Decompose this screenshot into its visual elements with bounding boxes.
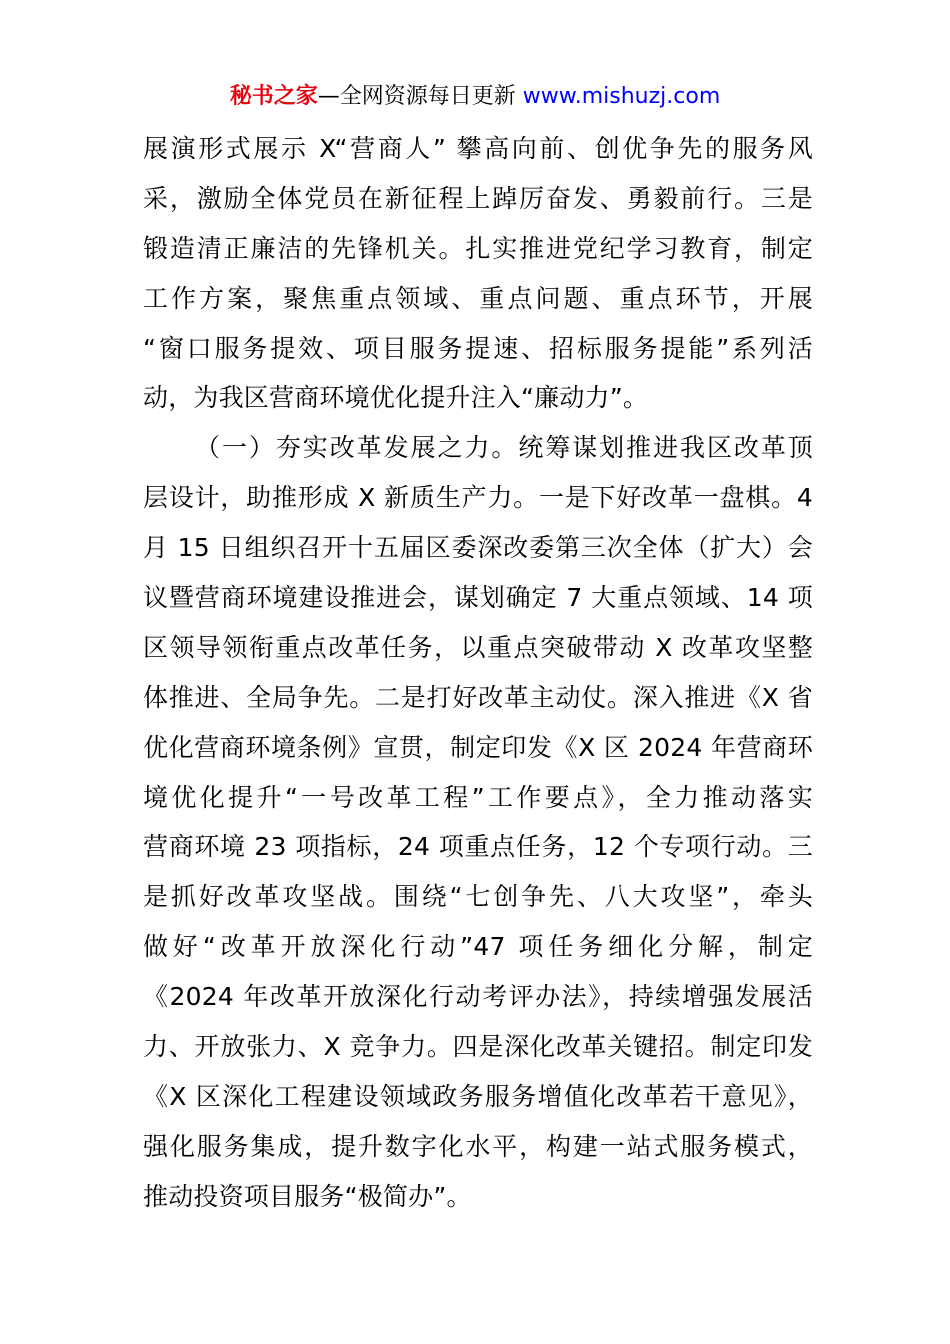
text-line: 工作方案，聚焦重点领域、重点问题、重点环节，开展 (143, 283, 813, 313)
text-line: 力、开放张力、X 竞争力。四是深化改革关键招。制定印发 (143, 1032, 813, 1062)
text-line: 月 15 日组织召开十五届区委深改委第三次全体（扩大）会 (143, 533, 813, 563)
text-line: 区领导领衔重点改革任务，以重点突破带动 X 改革攻坚整 (143, 632, 813, 662)
document-body (143, 124, 813, 1222)
text-line: 营商环境 23 项指标，24 项重点任务，12 个专项行动。三 (143, 832, 813, 862)
text-line: 境优化提升“一号改革工程”工作要点》，全力推动落实 (143, 782, 813, 812)
text-line: 强化服务集成，提升数字化水平，构建一站式服务模式， (143, 1131, 813, 1161)
text-line: 优化营商环境条例》宣贯，制定印发《X 区 2024 年营商环 (143, 732, 813, 762)
text-line: 《2024 年改革开放深化行动考评办法》，持续增强发展活 (143, 982, 813, 1012)
text-line: 展演形式展示 X“营商人” 攀高向前、创优争先的服务风 (143, 134, 813, 163)
text-line: 锻造清正廉洁的先锋机关。扎实推进党纪学习教育，制定 (143, 233, 813, 263)
text-line: 推动投资项目服务“极简办”。 (143, 1181, 472, 1211)
text-line: 层设计，助推形成 X 新质生产力。一是下好改革一盘棋。4 (143, 483, 813, 513)
text-line: 采，激励全体党员在新征程上踔厉奋发、勇毅前行。三是 (143, 183, 813, 213)
site-url-link[interactable]: www.mishuzj.com (522, 84, 721, 109)
site-header (0, 80, 950, 114)
text-line: （一）夯实改革发展之力。统筹谋划推进我区改革顶 (195, 433, 813, 463)
text-line: 做好“改革开放深化行动”47 项任务细化分解，制定 (143, 932, 813, 962)
text-line: 《X 区深化工程建设领域政务服务增值化改革若干意见》， (143, 1081, 813, 1111)
text-line: 是抓好改革攻坚战。围绕“七创争先、八大攻坚”，牵头 (143, 882, 813, 912)
text-line: “窗口服务提效、项目服务提速、招标服务提能”系列活 (143, 333, 813, 363)
site-tagline: —全网资源每日更新 (317, 84, 516, 109)
text-line: 议暨营商环境建设推进会，谋划确定 7 大重点领域、14 项 (143, 583, 813, 613)
text-line: 体推进、全局争先。二是打好改革主动仗。深入推进《X 省 (143, 682, 813, 712)
text-line: 动，为我区营商环境优化提升注入“廉动力”。 (143, 383, 649, 413)
site-brand: 秘书之家 (229, 84, 318, 109)
